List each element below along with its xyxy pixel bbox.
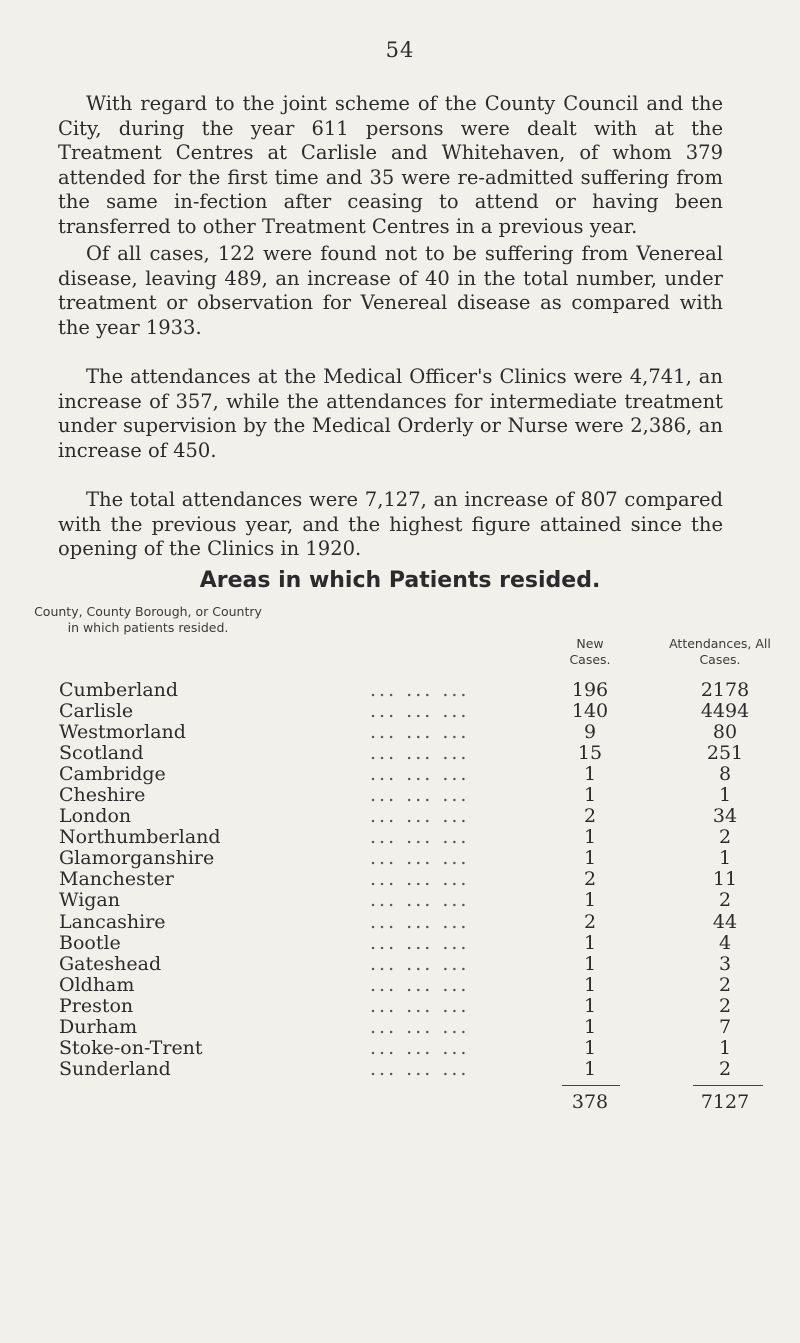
leader-dots: ... ... ... [370, 1057, 470, 1080]
table-row [0, 680, 800, 701]
place-name: Westmorland [59, 721, 186, 744]
place-name: London [59, 805, 132, 828]
place-name: Manchester [59, 868, 174, 891]
new-cases-value: 1 [583, 1057, 597, 1080]
attendances-value: 4494 [700, 700, 750, 723]
table-row [0, 848, 800, 869]
new-cases-value: 1 [583, 826, 597, 849]
column-header-county: County, County Borough, or Country in which patients resided. [34, 604, 262, 635]
attendances-value: 1 [718, 1036, 732, 1059]
attendances-value: 44 [712, 910, 738, 933]
leader-dots: ... ... ... [370, 910, 470, 933]
leader-dots: ... ... ... [370, 868, 470, 891]
paragraph-clinic-attendances: The attendances at the Medical Officer's Clinics were 4,741, an increase of 357, while the attendances for intermediate treatment under supervision by the Medical Orderly or Nurse were 2,386, an increase of 450. [58, 365, 723, 462]
attendances-value: 4 [718, 931, 732, 954]
table-row [0, 764, 800, 785]
total-attendances: 7127 [700, 1091, 750, 1113]
leader-dots: ... ... ... [370, 805, 470, 828]
new-cases-value: 1 [583, 994, 597, 1017]
leader-dots: ... ... ... [370, 1036, 470, 1059]
table-row [0, 701, 800, 722]
attendances-value: 2 [718, 889, 732, 912]
new-cases-value: 1 [583, 889, 597, 912]
new-cases-value: 140 [571, 700, 609, 723]
attendances-value: 80 [712, 721, 738, 744]
new-cases-value: 1 [583, 784, 597, 807]
leader-dots: ... ... ... [370, 889, 470, 912]
leader-dots: ... ... ... [370, 721, 470, 744]
column-header-new-cases: New Cases. [569, 636, 611, 667]
total-new-cases: 378 [571, 1091, 609, 1113]
place-name: Carlisle [59, 700, 134, 723]
new-cases-value: 1 [583, 952, 597, 975]
place-name: Cambridge [59, 763, 166, 786]
table-row [0, 1017, 800, 1038]
table-row [0, 743, 800, 764]
new-cases-value: 1 [583, 763, 597, 786]
paragraph-venereal-cases: Of all cases, 122 were found not to be suffering from Venereal disease, leaving 489, an increase of 40 in the total number, under treatment or observation for Venereal disease as compared with the year 1933. [58, 242, 723, 339]
place-name: Durham [59, 1015, 138, 1038]
place-name: Lancashire [59, 910, 166, 933]
place-name: Stoke-on-Trent [59, 1036, 203, 1059]
attendances-value: 2 [718, 994, 732, 1017]
table-body [0, 680, 800, 1080]
column-header-attendances: Attendances, All Cases. [669, 636, 771, 667]
place-name: Glamorganshire [59, 847, 215, 870]
table-row [0, 1038, 800, 1059]
attendances-value: 2 [718, 826, 732, 849]
leader-dots: ... ... ... [370, 700, 470, 723]
place-name: Cumberland [59, 679, 179, 701]
table-row [0, 1059, 800, 1080]
table-title: Areas in which Patients resided. [199, 568, 601, 593]
leader-dots: ... ... ... [370, 1015, 470, 1038]
leader-dots: ... ... ... [370, 784, 470, 807]
attendances-value: 3 [718, 952, 732, 975]
leader-dots: ... ... ... [370, 826, 470, 849]
place-name: Gateshead [59, 952, 162, 975]
table-row [0, 912, 800, 933]
leader-dots: ... ... ... [370, 952, 470, 975]
place-name: Oldham [59, 973, 135, 996]
new-cases-value: 2 [583, 868, 597, 891]
place-name: Cheshire [59, 784, 146, 807]
table-row [0, 722, 800, 743]
place-name: Northumberland [59, 826, 221, 849]
place-name: Wigan [59, 889, 120, 912]
leader-dots: ... ... ... [370, 994, 470, 1017]
new-cases-value: 196 [571, 679, 609, 701]
table-row [0, 827, 800, 848]
new-cases-value: 1 [583, 931, 597, 954]
place-name: Bootle [59, 931, 121, 954]
table-row [0, 806, 800, 827]
new-cases-value: 2 [583, 805, 597, 828]
leader-dots: ... ... ... [370, 931, 470, 954]
attendances-value: 251 [706, 742, 744, 765]
page-number: 54 [385, 38, 415, 62]
table-row [0, 785, 800, 806]
attendances-value: 2178 [700, 679, 750, 701]
new-cases-value: 2 [583, 910, 597, 933]
new-cases-value: 1 [583, 1015, 597, 1038]
leader-dots: ... ... ... [370, 679, 470, 701]
leader-dots: ... ... ... [370, 742, 470, 765]
place-name: Preston [59, 994, 134, 1017]
total-rule-new [562, 1085, 620, 1086]
new-cases-value: 1 [583, 1036, 597, 1059]
new-cases-value: 1 [583, 847, 597, 870]
attendances-value: 7 [718, 1015, 732, 1038]
attendances-value: 2 [718, 1057, 732, 1080]
new-cases-value: 9 [583, 721, 597, 744]
place-name: Scotland [59, 742, 144, 765]
attendances-value: 2 [718, 973, 732, 996]
place-name: Sunderland [59, 1057, 171, 1080]
paragraph-total-attendances: The total attendances were 7,127, an increase of 807 compared with the previous year, and the highest figure attained since the opening of the Clinics in 1920. [58, 488, 723, 560]
table-row [0, 954, 800, 975]
new-cases-value: 15 [577, 742, 603, 765]
leader-dots: ... ... ... [370, 763, 470, 786]
table-row [0, 890, 800, 911]
new-cases-value: 1 [583, 973, 597, 996]
table-row [0, 933, 800, 954]
attendances-value: 8 [718, 763, 732, 786]
attendances-value: 11 [712, 868, 738, 891]
attendances-value: 1 [718, 847, 732, 870]
paragraph-joint-scheme: With regard to the joint scheme of the County Council and the City, during the year 611 persons were dealt with at the Treatment Centres at Carlisle and Whitehaven, of whom 379 attended for the first time and 35 were re-admitted suffering from the same in-fection after ceasing to attend or having been transferred to other Treatment Centres in a previous year. [58, 92, 723, 238]
table-row [0, 869, 800, 890]
leader-dots: ... ... ... [370, 973, 470, 996]
table-row [0, 996, 800, 1017]
leader-dots: ... ... ... [370, 847, 470, 870]
attendances-value: 34 [712, 805, 738, 828]
total-rule-attendances [693, 1085, 763, 1086]
table-row [0, 975, 800, 996]
attendances-value: 1 [718, 784, 732, 807]
